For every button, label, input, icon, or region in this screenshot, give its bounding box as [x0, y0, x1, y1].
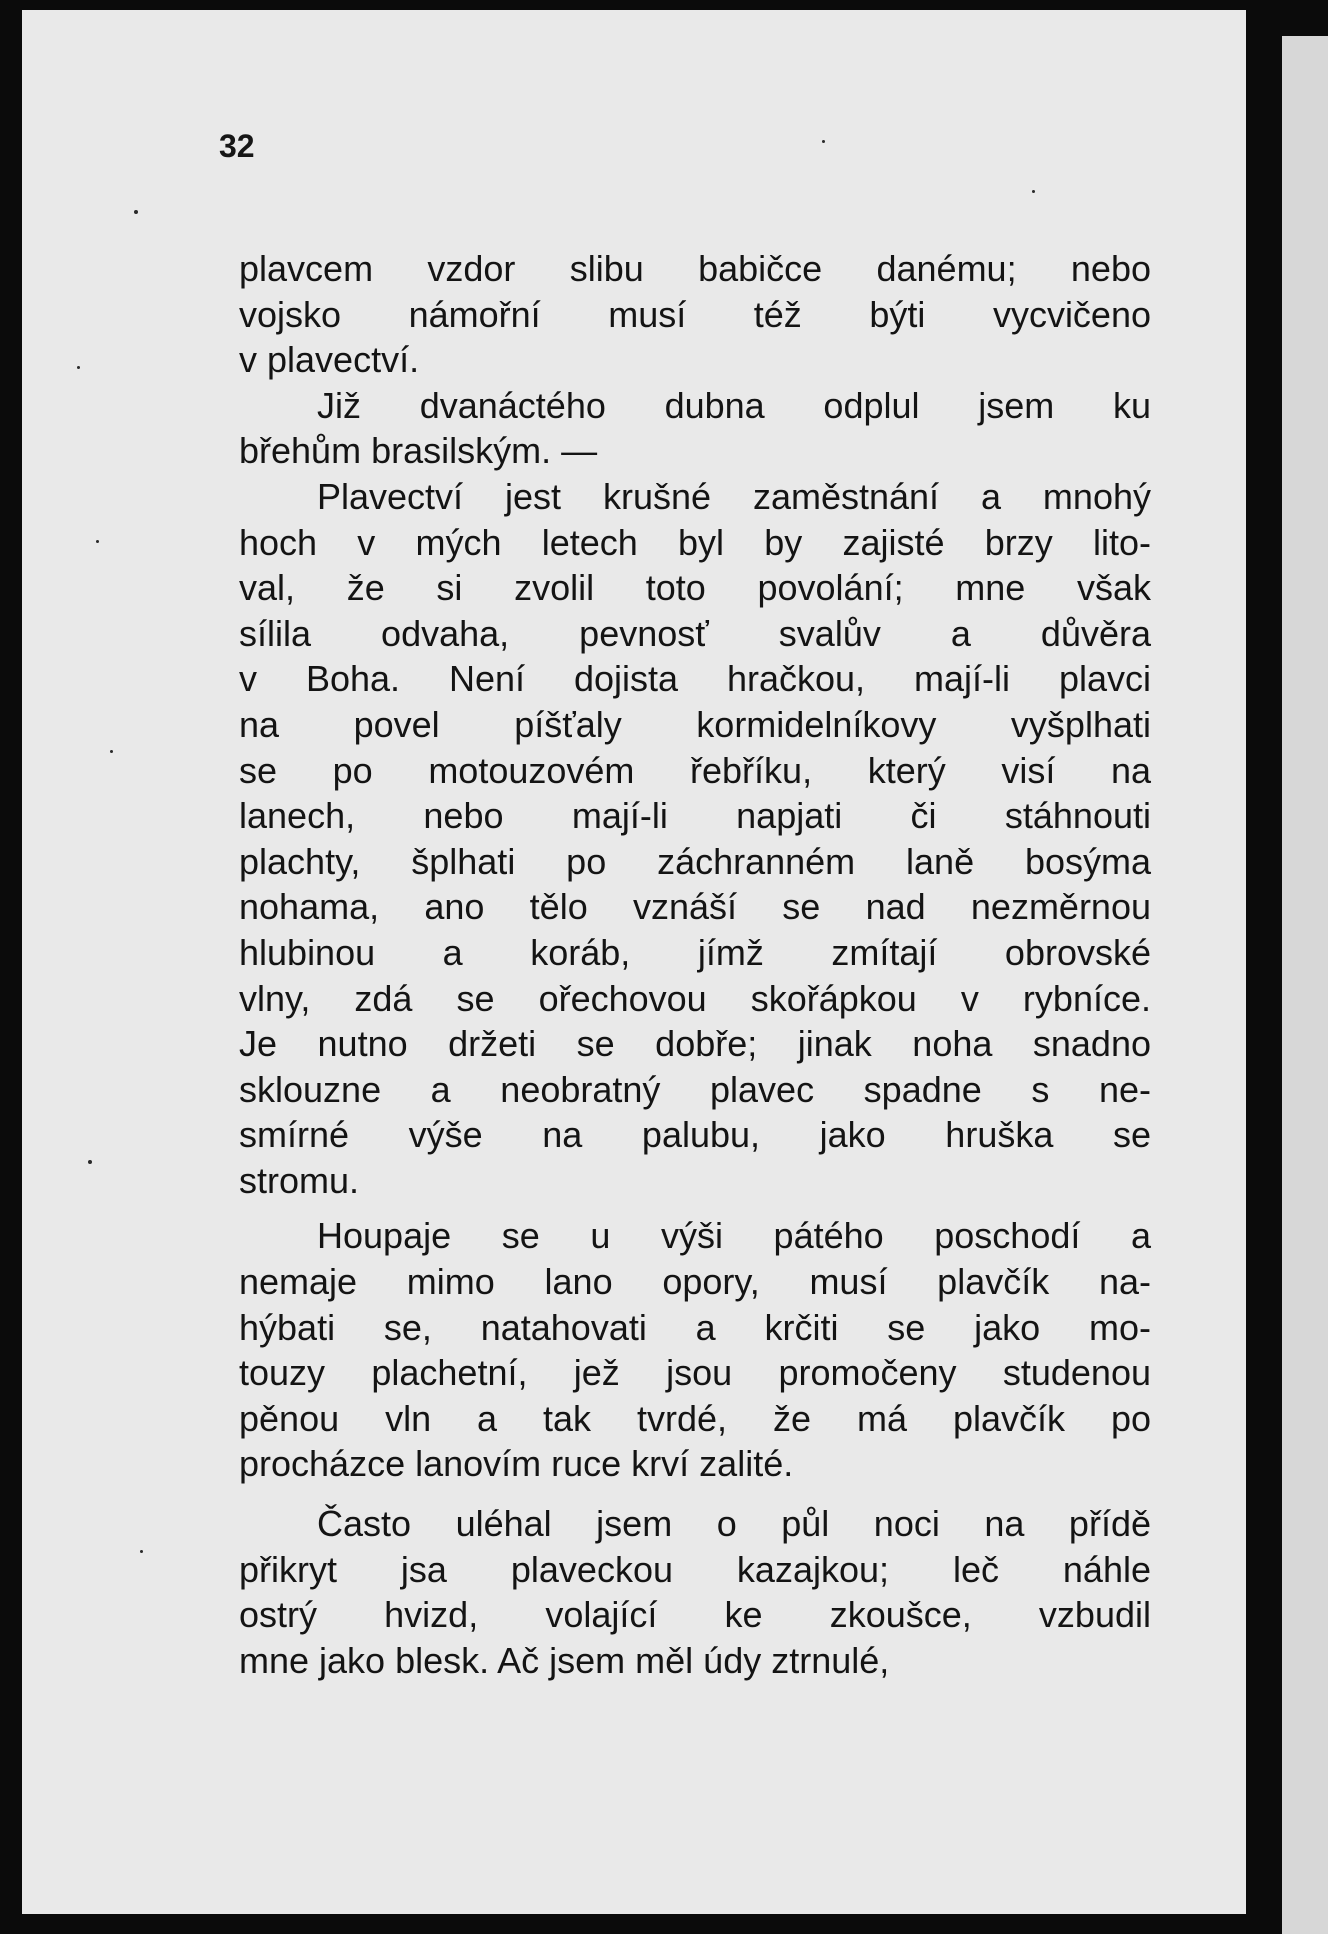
text-line: na povel píšťaly kormidelníkovy vyšplhati — [239, 703, 1151, 745]
book-page — [22, 10, 1246, 1914]
text-line: mne jako blesk. Ač jsem měl údy ztrnulé, — [239, 1639, 890, 1681]
paragraph — [239, 246, 1151, 383]
text-line: hýbati se, natahovati a krčiti se jako mo- — [239, 1306, 1151, 1348]
text-line: břehům brasilským. — — [239, 430, 598, 472]
paragraph — [239, 1213, 1151, 1487]
text-line: val, že si zvolil toto povolání; mne však — [239, 567, 1151, 609]
scan-speck — [96, 540, 99, 543]
text-line: ostrý hvizd, volající ke zkoušce, vzbudil — [239, 1594, 1151, 1636]
text-line: plachty, šplhati po záchranném laně bosýma — [239, 840, 1151, 882]
text-line: vojsko námořní musí též býti vycvičeno — [239, 293, 1151, 335]
text-line: sklouzne a neobratný plavec spadne s ne- — [239, 1068, 1151, 1110]
scan-speck — [77, 366, 80, 369]
body-text — [239, 246, 1151, 1683]
paragraph — [239, 1501, 1151, 1683]
text-line: se po motouzovém řebříku, který visí na — [239, 749, 1151, 791]
text-line: Houpaje se u výši pátého poschodí a — [317, 1215, 1151, 1257]
scan-speck — [1032, 190, 1035, 193]
paragraph — [239, 474, 1151, 1204]
text-line: hoch v mých letech byl by zajisté brzy lito- — [239, 521, 1151, 563]
text-line: lanech, nebo mají-li napjati či stáhnouti — [239, 795, 1151, 837]
text-line: smírné výše na palubu, jako hruška se — [239, 1114, 1151, 1156]
text-line: Často uléhal jsem o půl noci na přídě — [317, 1503, 1151, 1545]
scan-speck — [134, 210, 138, 214]
adjacent-page-edge — [1282, 36, 1328, 1934]
text-line: vlny, zdá se ořechovou skořápkou v rybníce. — [239, 977, 1151, 1019]
text-line: stromu. — [239, 1159, 360, 1201]
scan-speck — [88, 1160, 92, 1164]
scan-speck — [822, 140, 825, 143]
scan-speck — [140, 1550, 143, 1553]
text-line: hlubinou a koráb, jímž zmítají obrovské — [239, 931, 1151, 973]
text-line: touzy plachetní, jež jsou promočeny studenou — [239, 1352, 1151, 1394]
text-line: procházce lanovím ruce krví zalité. — [239, 1443, 794, 1485]
text-line: Plavectví jest krušné zaměstnání a mnohý — [317, 475, 1151, 517]
text-line: v Boha. Není dojista hračkou, mají-li plavci — [239, 658, 1151, 700]
paragraph — [239, 383, 1151, 474]
page-number: 32 — [219, 128, 255, 164]
text-line: nohama, ano tělo vznáší se nad nezměrnou — [239, 886, 1151, 928]
text-line: Je nutno držeti se dobře; jinak noha snadno — [239, 1023, 1151, 1065]
text-line: v plavectví. — [239, 339, 420, 381]
text-line: přikryt jsa plaveckou kazajkou; leč náhle — [239, 1548, 1151, 1590]
text-line: Již dvanáctého dubna odplul jsem ku — [317, 384, 1151, 426]
text-line: sílila odvaha, pevnosť svalův a důvěra — [239, 612, 1151, 654]
text-line: pěnou vln a tak tvrdé, že má plavčík po — [239, 1397, 1151, 1439]
text-line: plavcem vzdor slibu babičce danému; nebo — [239, 248, 1151, 289]
text-line: nemaje mimo lano opory, musí plavčík na- — [239, 1261, 1151, 1303]
scan-speck — [110, 750, 113, 753]
